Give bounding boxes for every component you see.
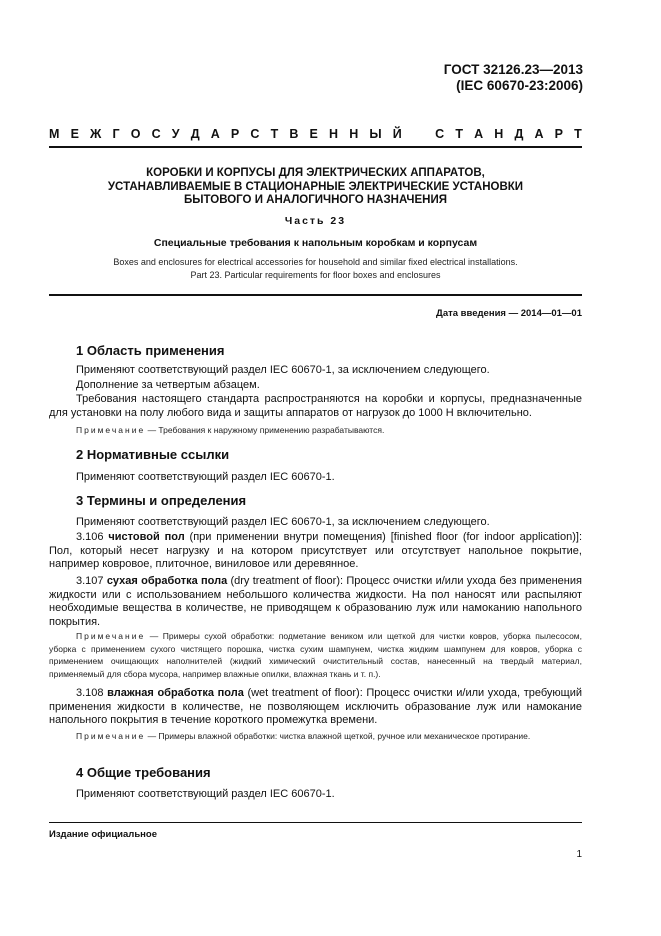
banner-letter: С bbox=[435, 127, 445, 141]
term-name: чистовой пол bbox=[108, 531, 185, 543]
banner-letter: А bbox=[534, 127, 544, 141]
english-title bbox=[49, 256, 582, 281]
iec-number: (IEC 60670-23:2006) bbox=[456, 78, 583, 93]
gost-number: ГОСТ 32126.23—2013 bbox=[443, 62, 583, 77]
term-number: 3.107 bbox=[76, 575, 107, 587]
section-2-heading: 2 Нормативные ссылки bbox=[76, 447, 230, 462]
banner-letter: Т bbox=[270, 127, 279, 141]
page-number: 1 bbox=[576, 849, 582, 860]
banner-letter: Д bbox=[514, 127, 524, 141]
banner-letter: В bbox=[289, 127, 299, 141]
section-1-para-2: Дополнение за четвертым абзацем. bbox=[76, 379, 260, 391]
banner-letter: Н bbox=[349, 127, 359, 141]
section-4-para-1: Применяют соответствующий раздел IEC 60670-1. bbox=[76, 788, 335, 800]
section-4-heading: 4 Общие требования bbox=[76, 765, 211, 780]
note-label: Примечание bbox=[76, 425, 146, 435]
term-number: 3.108 bbox=[76, 687, 108, 699]
note-3-107 bbox=[49, 630, 582, 680]
standard-designation bbox=[444, 62, 583, 94]
term-definition: (wet treatment of floor): Процесс очистки и/или ухода, требующий применения жидкости в количестве, не позволяющем исключить образование луж или намокание напольного покрытия в течение короткого промежутка времени. bbox=[49, 687, 583, 726]
official-edition: Издание официальное bbox=[49, 829, 157, 840]
banner-letter: О bbox=[130, 127, 141, 141]
title-line-2: УСТАНАВЛИВАЕМЫЕ В СТАЦИОНАРНЫЕ ЭЛЕКТРИЧЕСКИЕ УСТАНОВКИ bbox=[107, 180, 524, 193]
term-name: влажная обработка пола bbox=[107, 687, 244, 699]
term-name: сухая обработка пола bbox=[106, 575, 228, 587]
note-3-108 bbox=[49, 730, 582, 743]
term-definition: (dry treatment of floor): Процесс очистки и/или ухода без применения жидкости или с использованием небольшого количества жидкости. На пол наносят или распыляют необходимые вещества в количестве, не приводящем к образованию луж или намоканию напольного покрытия. bbox=[49, 575, 582, 628]
note-label: Примечание bbox=[76, 731, 146, 741]
banner-letter: А bbox=[474, 127, 484, 141]
english-title-line-1: Boxes and enclosures for electrical accessories for household and similar fixed electrical installations. bbox=[113, 257, 518, 267]
term-number: 3.106 bbox=[76, 531, 109, 543]
banner-letter: А bbox=[210, 127, 220, 141]
top-rule bbox=[49, 146, 582, 148]
banner-letter: Т bbox=[574, 127, 582, 141]
section-1-para-3: Требования настоящего стандарта распространяются на коробки и корпусы, предназначенные для установки на полу любого вида и защиты аппаратов от нагрузок до 1000 Н включительно. bbox=[49, 393, 582, 419]
section-3-para-1: Применяют соответствующий раздел IEC 60670-1, за исключением следующего. bbox=[76, 516, 490, 528]
banner-letter: Ы bbox=[369, 127, 382, 141]
term-3-108 bbox=[49, 687, 582, 728]
banner-letter: С bbox=[151, 127, 161, 141]
interstate-standard-banner bbox=[49, 127, 582, 141]
section-1-note bbox=[49, 424, 582, 437]
section-1-para-1: Применяют соответствующий раздел IEC 60670-1, за исключением следующего. bbox=[76, 364, 490, 376]
title-line-1: КОРОБКИ И КОРПУСЫ ДЛЯ ЭЛЕКТРИЧЕСКИХ АППАРАТОВ, bbox=[146, 167, 485, 179]
footer-rule bbox=[49, 822, 582, 823]
term-definition: (при применении внутри помещения) [finished floor (for indoor application)]: Пол, который несет нагрузку и на котором присутствует или отсутствует напольное покрытие, например ковровое, плиточное, виниловое или деревянное. bbox=[49, 531, 583, 570]
banner-letter: Д bbox=[190, 127, 200, 141]
banner-letter: Н bbox=[329, 127, 339, 141]
section-1-heading: 1 Область применения bbox=[76, 343, 225, 358]
banner-letter: С bbox=[250, 127, 260, 141]
banner-letter: Р bbox=[554, 127, 564, 141]
term-3-106 bbox=[49, 531, 582, 572]
note-text: — Примеры сухой обработки: подметание веником или щеткой для чистки ковров, уборка пылесосом, уборка с применением сухого чистящего порошка, чистка сухим шампунем, чистка жидким шампунем для ковров, уборка с применением очищающих наполнителей (жидкий химический очистительный состав, нанесенный на твердый материал, применяемый для сбора мусора, например влажные опилки, влажная ткань и т. п.). bbox=[49, 631, 582, 679]
banner-letter: Е bbox=[70, 127, 79, 141]
introduction-date: Дата введения — 2014—01—01 bbox=[436, 308, 582, 319]
section-3-heading: 3 Термины и определения bbox=[76, 493, 247, 508]
banner-letter: Е bbox=[309, 127, 318, 141]
english-title-line-2: Part 23. Particular requirements for floor boxes and enclosures bbox=[190, 269, 441, 280]
banner-letter: М bbox=[49, 127, 60, 141]
note-text: — Примеры влажной обработки: чистка влажной щеткой, ручное или механическое протирание. bbox=[145, 731, 531, 741]
document-subtitle: Специальные требования к напольным коробкам и корпусам bbox=[153, 237, 478, 249]
term-3-107 bbox=[49, 575, 582, 629]
title-line-3: БЫТОВОГО И АНАЛОГИЧНОГО НАЗНАЧЕНИЯ bbox=[184, 194, 447, 206]
section-2-para-1: Применяют соответствующий раздел IEC 60670-1. bbox=[76, 471, 335, 483]
banner-letter: Р bbox=[230, 127, 240, 141]
document-title bbox=[49, 167, 582, 208]
banner-letter: Г bbox=[112, 127, 120, 141]
note-label: Примечание bbox=[76, 631, 146, 641]
banner-letter: Н bbox=[494, 127, 504, 141]
banner-letter: Ж bbox=[90, 127, 102, 141]
banner-letter: Т bbox=[455, 127, 463, 141]
part-number: Часть 23 bbox=[284, 215, 347, 227]
banner-letter: У bbox=[171, 127, 180, 141]
banner-letter: Й bbox=[392, 127, 402, 141]
note-text: — Требования к наружному применению разрабатываются. bbox=[145, 425, 385, 435]
title-rule bbox=[49, 294, 582, 296]
